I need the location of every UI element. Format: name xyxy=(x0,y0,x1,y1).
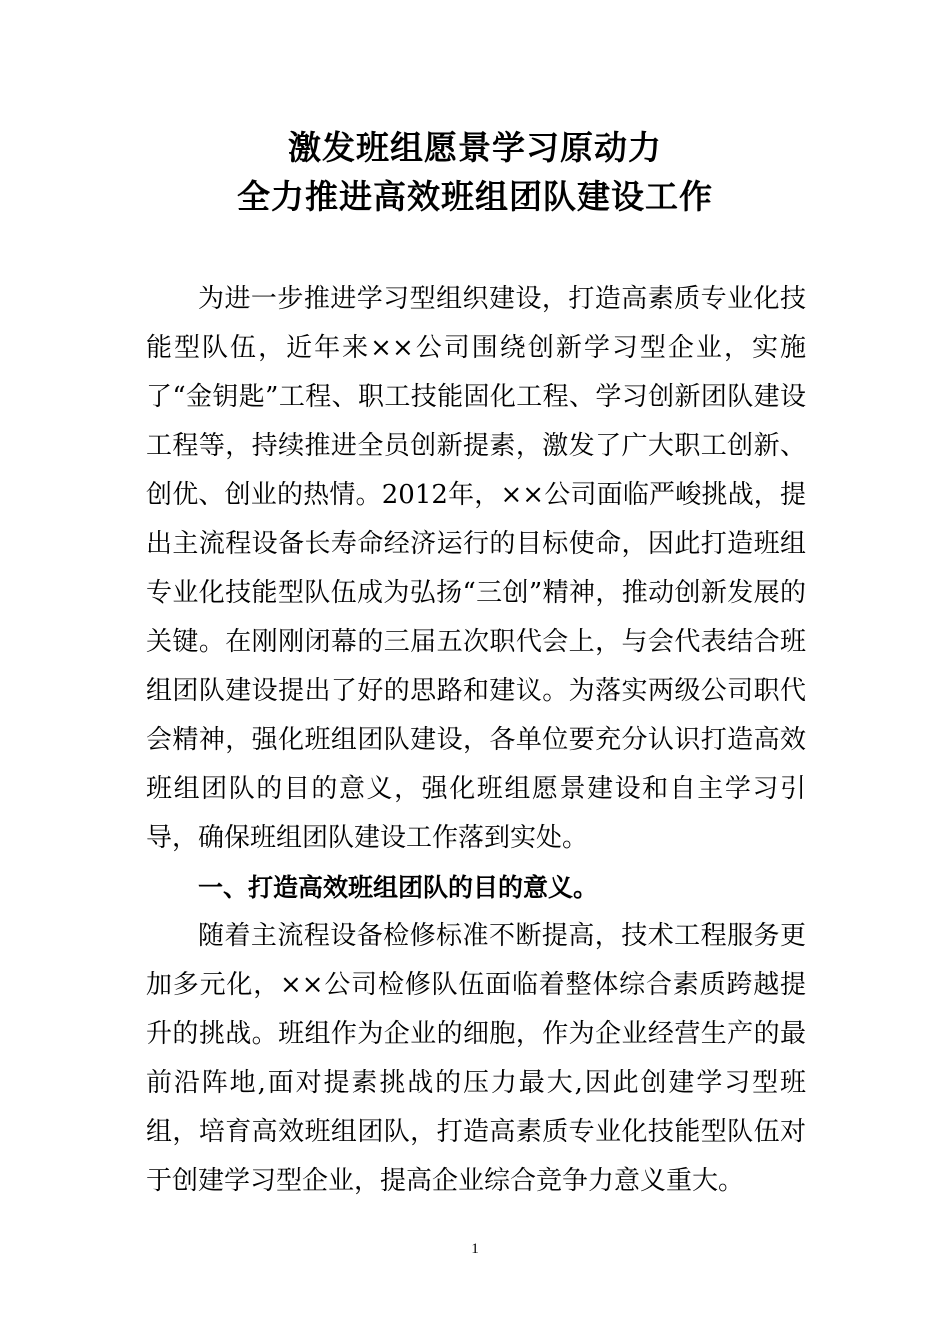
document-title-line-1: 激发班组愿景学习原动力 xyxy=(288,128,662,167)
section-heading-1: 一、打造高效班组团队的目的意义。 xyxy=(198,873,599,902)
document-title-line-2: 全力推进高效班组团队建设工作 xyxy=(237,177,713,216)
paragraph-purpose: 随着主流程设备检修标准不断提高，技术工程服务更加多元化，××公司检修队伍面临着整体综合素质跨越提升的挑战。班组作为企业的细胞，作为企业经营生产的最前沿阵地,面对提素挑战的压力最大,因此创建学习型班组，培育高效班组团队，打造高素质专业化技能型队伍对于创建学习型企业，提高企业综合竞争力意义重大。 xyxy=(146,921,806,1196)
document-body xyxy=(146,275,806,1206)
paragraph-intro: 为进一步推进学习型组织建设，打造高素质专业化技能型队伍，近年来××公司围绕创新学习型企业，实施了“金钥匙”工程、职工技能固化工程、学习创新团队建设工程等，持续推进全员创新提素，激发了广大职工创新、创优、创业的热情。2012年，××公司面临严峻挑战，提出主流程设备长寿命经济运行的目标使命，因此打造班组专业化技能型队伍成为弘扬“三创”精神，推动创新发展的关键。在刚刚闭幕的三届五次职代会上，与会代表结合班组团队建设提出了好的思路和建议。为落实两级公司职代会精神，强化班组团队建设，各单位要充分认识打造高效班组团队的目的意义，强化班组愿景建设和自主学习引导，确保班组团队建设工作落到实处。 xyxy=(146,284,806,853)
page-number: 1 xyxy=(471,1241,479,1257)
